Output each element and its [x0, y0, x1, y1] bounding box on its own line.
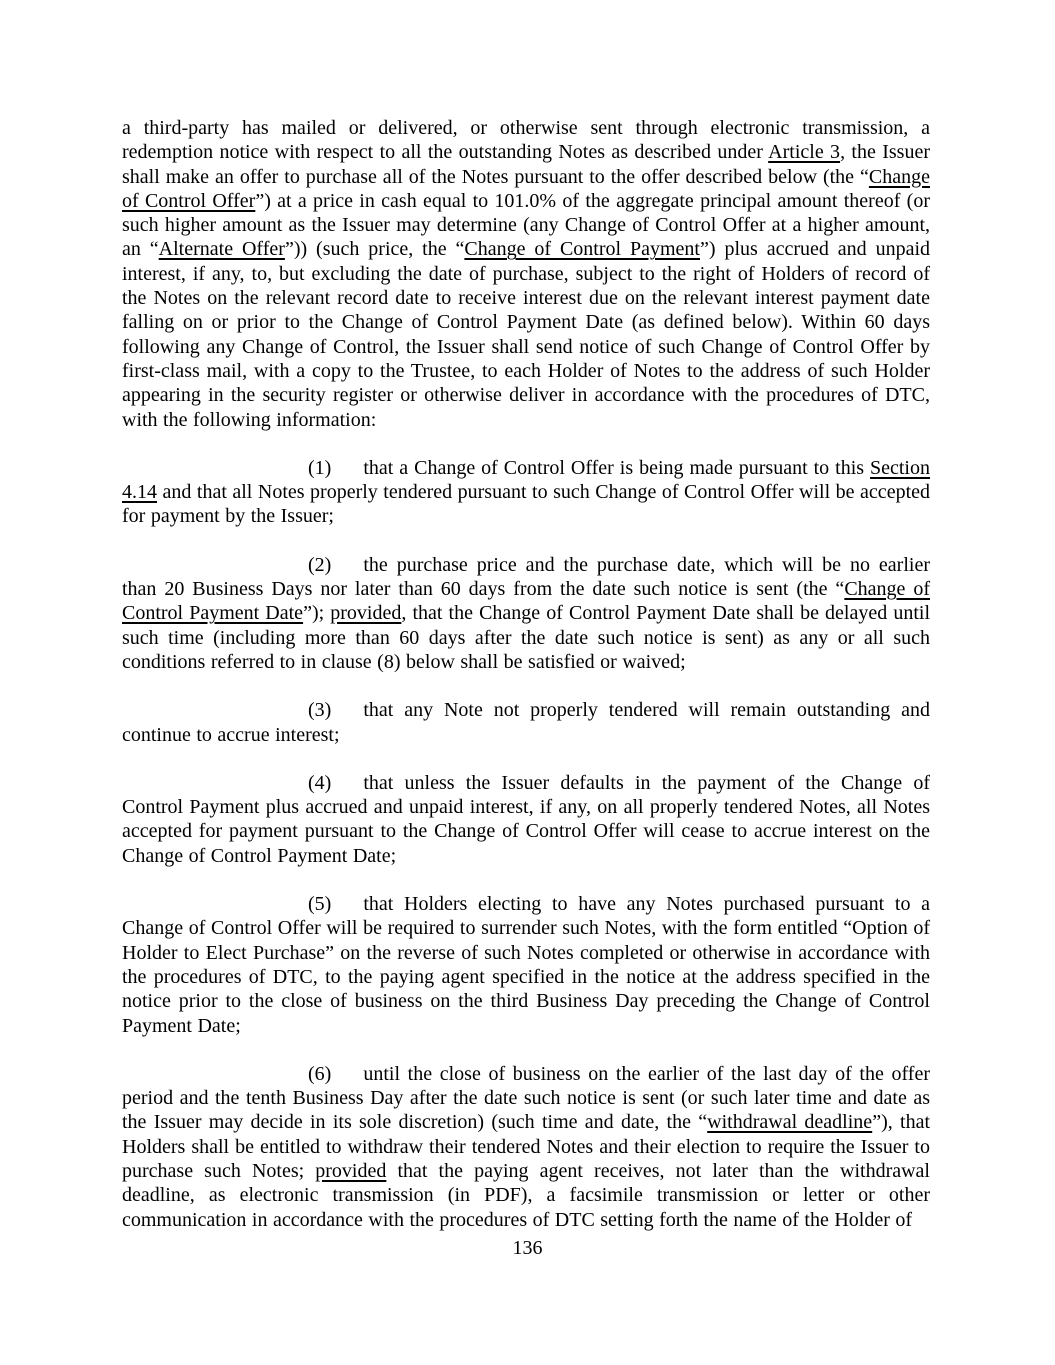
text-segment: until the close of business on the earlier of the last day of the offer period and the tenth Business Day after the date such notice is sent (or such later time and date as the Issuer may decide in its sole discretion) (such time and date, the “ — [122, 1062, 930, 1134]
clause-2 — [122, 553, 930, 674]
document-content — [122, 116, 930, 1256]
underlined-term: provided — [330, 602, 402, 625]
text-segment: a third-party has mailed or delivered, or otherwise sent through electronic transmission, a redemption notice with respect to all the outstanding Notes as described under — [122, 117, 930, 164]
clause-6 — [122, 1062, 930, 1232]
text-segment: (5) — [308, 893, 332, 916]
text-segment: that the paying agent receives, not later than the withdrawal deadline, as electronic transmission (in PDF), a facsimile transmission or letter or other communication in accordance with the procedures of DTC setting forth the name of the Holder of — [122, 1159, 930, 1231]
clause-4 — [122, 771, 930, 868]
clause-3 — [122, 698, 930, 747]
paragraph-intro — [122, 116, 930, 432]
page-number: 136 — [512, 1237, 543, 1259]
text-segment: ”)) (such price, the “ — [284, 238, 465, 261]
underlined-term: Alternate Offer — [158, 238, 285, 261]
underlined-term: provided — [315, 1159, 387, 1182]
text-segment: (3) — [308, 699, 332, 722]
text-segment: , that the Change of Control Payment Date shall be delayed until such time (including more than 60 days after the date such notice is sent) as any or all such conditions referred to in clause (8) below shall be satisfied or waived; — [122, 602, 931, 673]
underlined-term: Article 3 — [768, 141, 841, 164]
text-segment: that any Note not properly tendered will remain outstanding and continue to accrue interest; — [122, 699, 930, 746]
text-segment: ”) plus accrued and unpaid interest, if any, to, but excluding the date of purchase, subject to the right of Holders of record of the Notes on the relevant record date to receive interest due on the relevant interest payment date falling on or prior to the Change of Control Payment Date (as defined below). Within 60 days following any Change of Control, the Issuer shall send notice of such Change of Control Offer by first-class mail, with a copy to the Trustee, to each Holder of Notes to the address of such Holder appearing in the security register or otherwise deliver in accordance with the procedures of DTC, with the following information: — [122, 238, 931, 431]
clause-1 — [122, 456, 930, 529]
underlined-term: Change of Control Payment Date — [122, 578, 930, 625]
underlined-term: Section 4.14 — [122, 456, 930, 504]
text-segment: and that all Notes properly tendered pursuant to such Change of Control Offer will be accepted for payment by the Issuer; — [122, 481, 930, 528]
text-segment: , the Issuer shall make an offer to purchase all of the Notes pursuant to the offer described below (the “ — [122, 141, 930, 188]
text-segment: ”); — [303, 602, 331, 625]
underlined-term: Change of Control Offer — [122, 165, 930, 212]
underlined-term: withdrawal deadline — [707, 1111, 873, 1134]
text-segment: (2) — [308, 553, 332, 576]
text-segment: (1) — [308, 456, 332, 479]
text-segment: that unless the Issuer defaults in the payment of the Change of Control Payment plus accrued and unpaid interest, if any, on all properly tendered Notes, all Notes accepted for payment pursuant to the Change of Control Offer will cease to accrue interest on the Change of Control Payment Date; — [122, 771, 930, 867]
underlined-term: Change of Control Payment — [464, 238, 700, 261]
text-segment: that a Change of Control Offer is being made pursuant to this — [363, 456, 870, 479]
clause-5 — [122, 892, 930, 1038]
text-segment: that Holders electing to have any Notes purchased pursuant to a Change of Control Offer will be required to surrender such Notes, with the form entitled “Option of Holder to Elect Purchase” on the reverse of such Notes completed or otherwise in accordance with the procedures of DTC, to the paying agent specified in the notice at the address specified in the notice prior to the close of business on the third Business Day preceding the Change of Control Payment Date; — [122, 893, 930, 1037]
text-segment: (4) — [308, 771, 332, 794]
text-segment: (6) — [308, 1062, 332, 1085]
text-segment: the purchase price and the purchase date, which will be no earlier than 20 Business Days nor later than 60 days from the date such notice is sent (the “ — [122, 553, 930, 601]
text-segment: ”), that Holders shall be entitled to withdraw their tendered Notes and their election to require the Issuer to purchase such Notes; — [122, 1111, 931, 1182]
text-segment: ”) at a price in cash equal to 101.0% of the aggregate principal amount thereof (or such higher amount as the Issuer may determine (any Change of Control Offer at a higher amount, an “ — [122, 189, 930, 261]
